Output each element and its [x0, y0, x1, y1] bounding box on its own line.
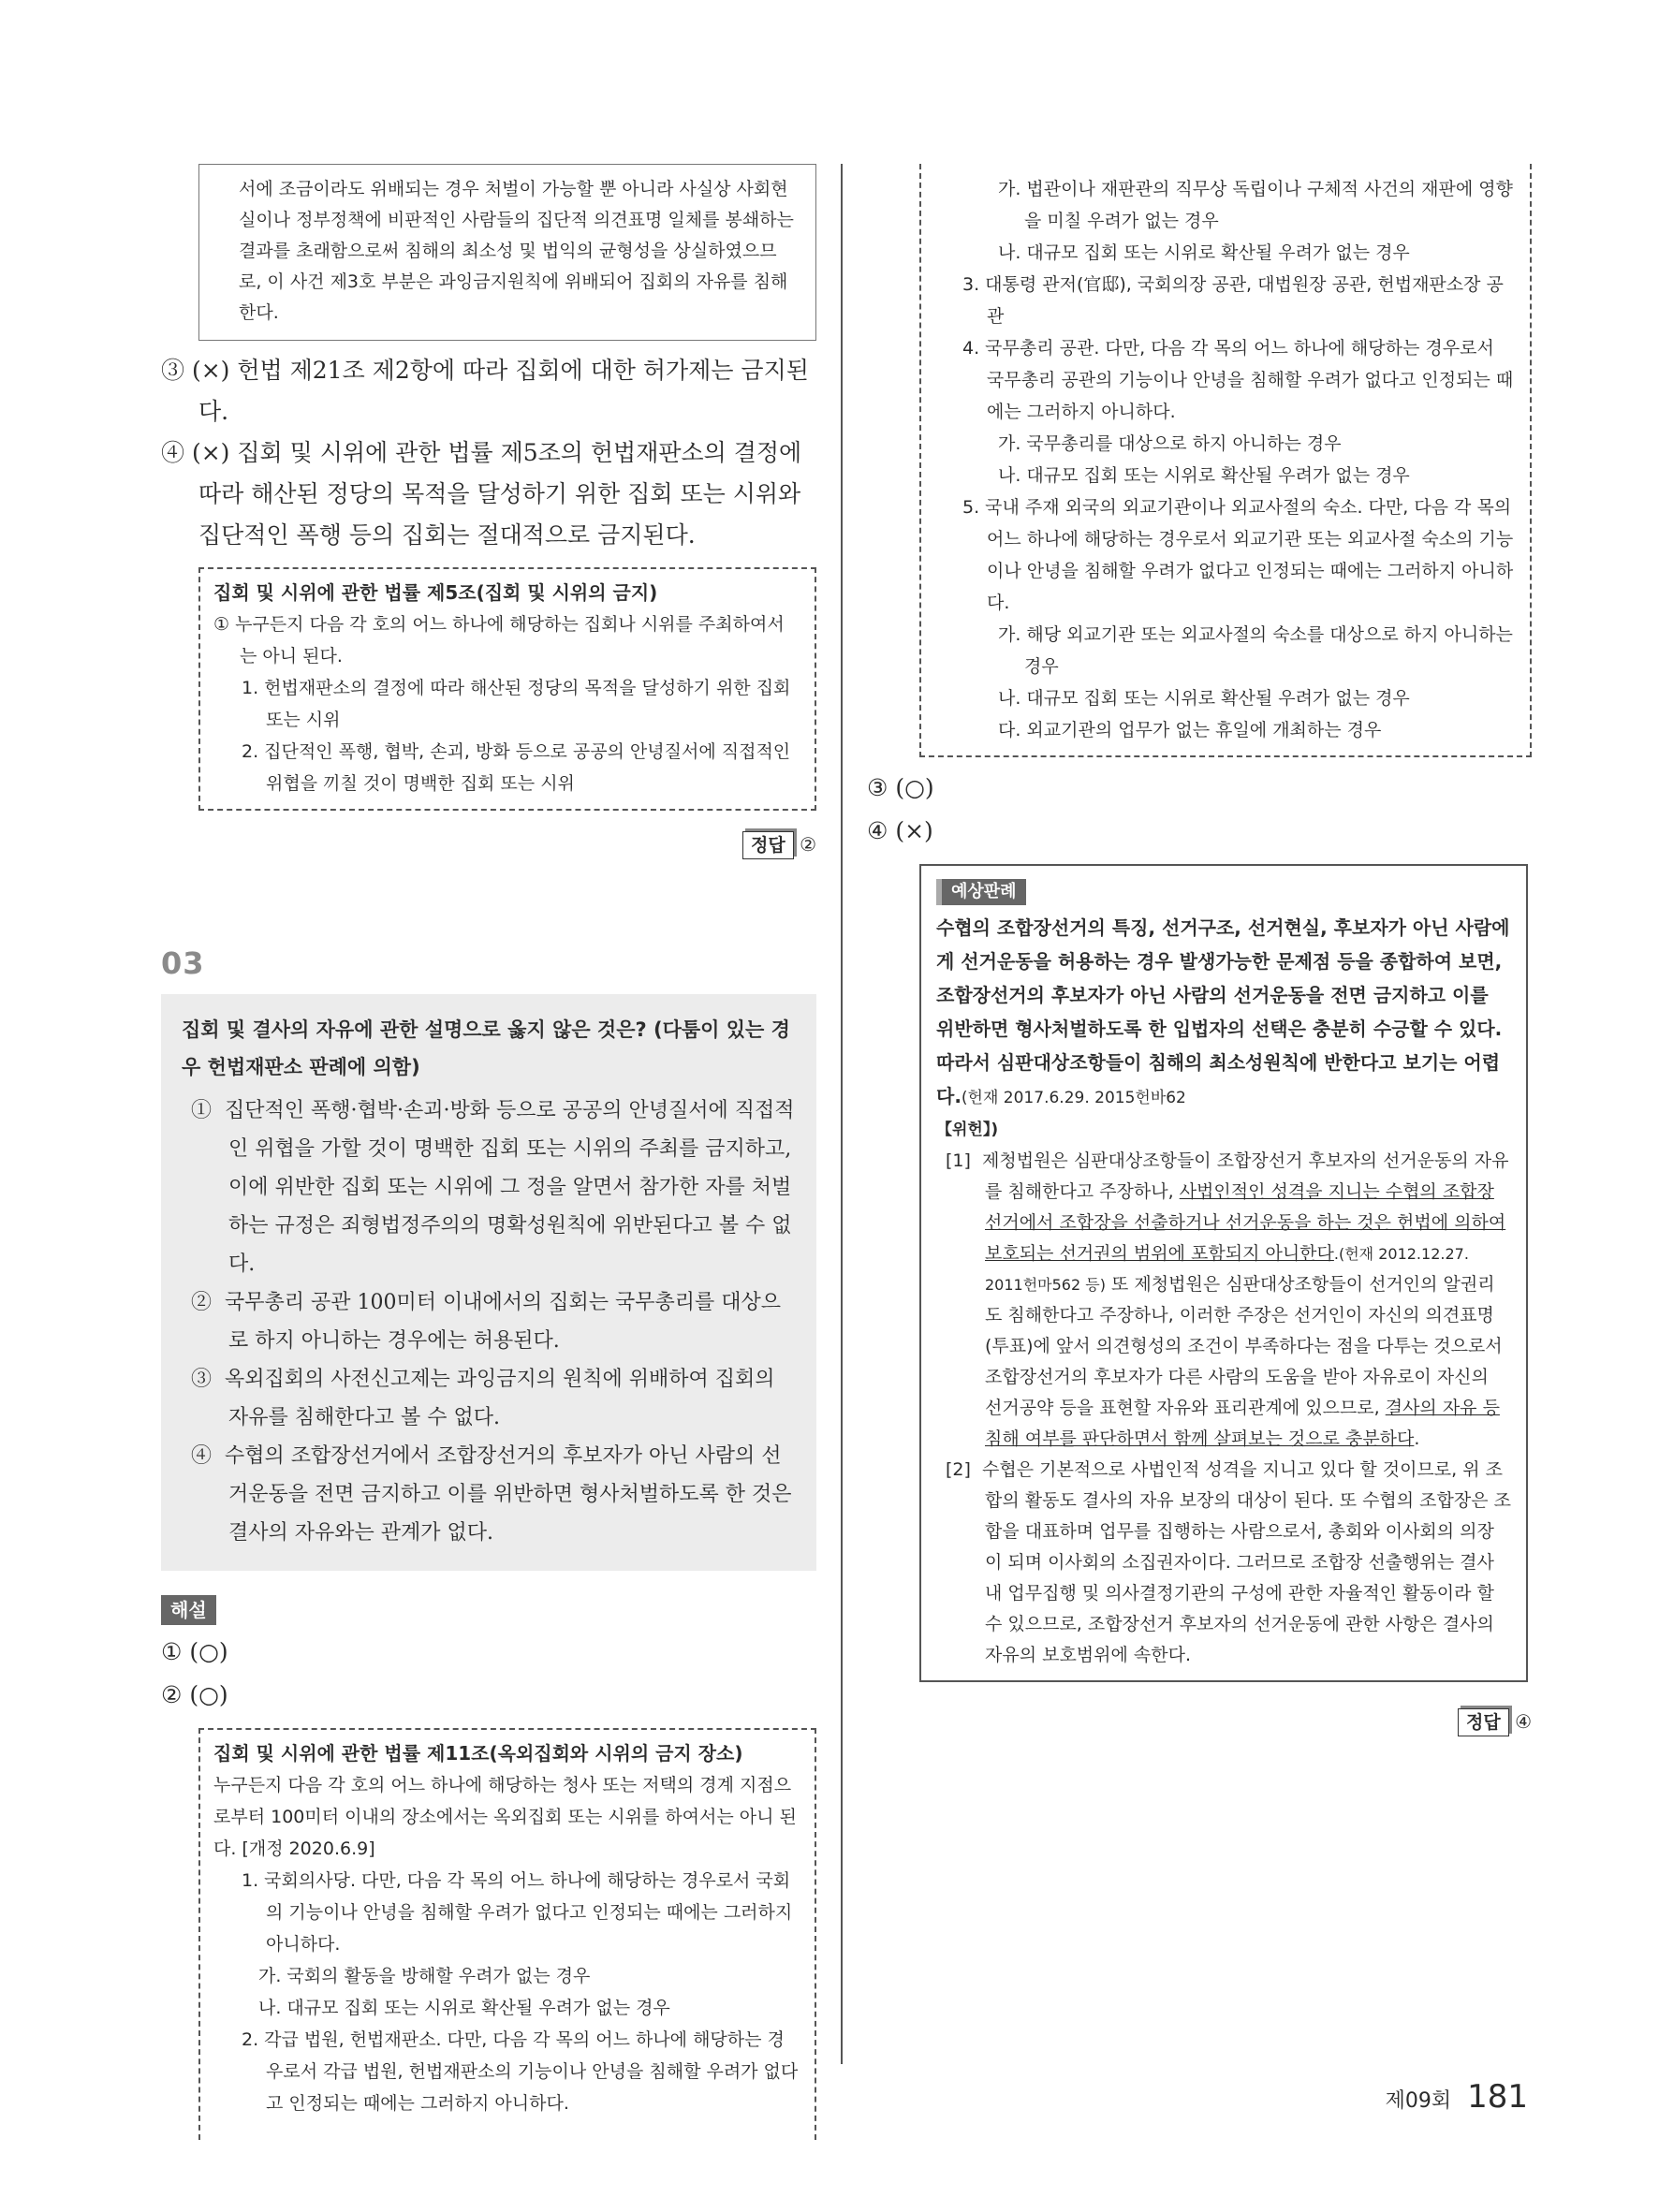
law-subitem: 나. 대규모 집회 또는 시위로 확산될 우려가 없는 경우 [998, 465, 1410, 486]
option-label: ② [191, 1291, 213, 1314]
reason-label: [1] [946, 1150, 971, 1171]
page-footer [1386, 2078, 1528, 2116]
column-divider [841, 164, 843, 2064]
option-text: (×) 헌법 제21조 제2항에 따라 집회에 대한 허가제는 금지된다. [191, 357, 809, 425]
law-title: 집회 및 시위에 관한 법률 제11조(옥외집회와 시위의 금지 장소) [213, 1742, 743, 1765]
answer-value: ④ [1515, 1710, 1532, 1733]
precedent-citation: (헌재 2017.6.29. 2015헌바62 [961, 1089, 1186, 1107]
option-text: 집단적인 폭행·협박·손괴·방화 등으로 공공의 안녕질서에 직접적인 위협을 가할 것이 명백한 집회 또는 시위의 주최를 금지하고, 이에 위반한 집회 또는 시위에 그 정을 알면서 참가한 자를 처벌하는 규정은 죄형법정주의의 명확성원칙에 위반된다고 볼 수 없다. [225, 1099, 795, 1276]
law-subitem: 가. 해당 외교기관 또는 외교사절의 숙소를 대상으로 하지 아니하는 경우 [998, 624, 1513, 677]
right-column [867, 164, 1532, 1736]
explanation-answer-3: ③ (○) [867, 774, 934, 801]
option-label: ④ [161, 439, 185, 466]
reason-underlined-text: 사법인적인 성격을 지니는 수협의 조합장선거에서 조합장을 선출하거나 선거운동을 하는 것은 헌법에 의하여 보호되는 선거권의 범위에 포함되지 아니한다 [985, 1181, 1506, 1264]
law-title: 집회 및 시위에 관한 법률 제5조(집회 및 시위의 금지) [213, 581, 658, 604]
explanation-heading: 해설 [161, 1595, 216, 1625]
precedent-excerpt-box [198, 164, 816, 341]
law-subitem: 가. 국무총리를 대상으로 하지 아니하는 경우 [998, 433, 1342, 454]
law-subitem: 나. 대규모 집회 또는 시위로 확산될 우려가 없는 경우 [258, 1998, 670, 2018]
law-item: 2. 집단적인 폭행, 협박, 손괴, 방화 등으로 공공의 안녕질서에 직접적인 위협을 끼칠 것이 명백한 집회 또는 시위 [242, 741, 791, 794]
question-option-1 [182, 1091, 796, 1283]
question-stem: 집회 및 결사의 자유에 관한 설명으로 옳지 않은 것은? (다툼이 있는 경우 헌법재판소 판례에 의함) [182, 1018, 790, 1078]
option-text: (×) 집회 및 시위에 관한 법률 제5조의 헌법재판소의 결정에 따라 해산된 정당의 목적을 달성하기 위한 집회 또는 시위와 집단적인 폭행 등의 집회는 절대적으로 금지된다. [191, 439, 802, 549]
answer-line [867, 1708, 1532, 1736]
explanation-answer-1: ① (○) [161, 1638, 228, 1665]
law-article-11-continued-box [919, 164, 1532, 757]
option-text: 수협의 조합장선거에서 조합장선거의 후보자가 아닌 사람의 선거운동을 전면 금지하고 이를 위반하면 형사처벌하도록 한 것은 결사의 자유와는 관계가 없다. [225, 1444, 792, 1545]
law-subitem: 가. 국회의 활동을 방해할 우려가 없는 경우 [258, 1966, 591, 1986]
explanation-option-4 [161, 432, 816, 556]
explanation-answer-4: ④ (×) [867, 817, 933, 844]
reason-underlined-text: 결사의 자유 등 침해 여부를 판단하면서 함께 살펴보는 것으로 충분하다 [985, 1398, 1500, 1449]
left-column [161, 164, 816, 2140]
expected-precedent-heading: 예상판례 [942, 879, 1026, 905]
law-subitem: 가. 법관이나 재판관의 직무상 독립이나 구체적 사건의 재판에 영향을 미칠 우려가 없는 경우 [998, 179, 1513, 231]
option-label: ③ [191, 1368, 213, 1391]
explanation-option-3 [161, 350, 816, 432]
page-number: 181 [1467, 2078, 1528, 2116]
law-intro: 누구든지 다음 각 호의 어느 하나에 해당하는 청사 또는 저택의 경계 지점으로부터 100미터 이내의 장소에서는 옥외집회 또는 시위를 하여서는 아니 된다. [개정 2020.6.9] [213, 1775, 797, 1859]
reason-text: 수협은 기본적으로 사법인적 성격을 지니고 있다 할 것이므로, 위 조합의 활동도 결사의 자유 보장의 대상이 된다. 또 수협의 조합장은 조합을 대표하며 업무를 집행하는 사람으로서, 총회와 이사회의 의장이 되며 이사회의 소집권자이다. 그러므로 조합장 선출행위는 결사 내 업무집행 및 의사결정기관의 구성에 관한 자율적인 활동이라 할 수 있으므로, 조합장선거 후보자의 선거운동에 관한 사항은 결사의 자유의 보호범위에 속한다. [982, 1459, 1511, 1665]
law-item: 2. 각급 법원, 헌법재판소. 다만, 다음 각 목의 어느 하나에 해당하는 경우로서 각급 법원, 헌법재판소의 기능이나 안녕을 침해할 우려가 없다고 인정되는 때에는 그러하지 아니하다. [242, 2029, 799, 2114]
law-article-5-box [198, 567, 816, 811]
precedent-summary [936, 911, 1511, 1115]
question-number: 03 [161, 945, 205, 981]
answer-value: ② [800, 833, 816, 856]
law-item: 4. 국무총리 공관. 다만, 다음 각 목의 어느 하나에 해당하는 경우로서 국무총리 공관의 기능이나 안녕을 침해할 우려가 없다고 인정되는 때에는 그러하지 아니하다. [962, 338, 1514, 422]
answer-line [161, 831, 816, 859]
law-subitem: 나. 대규모 집회 또는 시위로 확산될 우려가 없는 경우 [998, 242, 1410, 263]
precedent-reason-2 [936, 1455, 1511, 1671]
option-text: 옥외집회의 사전신고제는 과잉금지의 원칙에 위배하여 집회의 자유를 침해한다고 볼 수 없다. [225, 1368, 775, 1429]
reason-label: [2] [946, 1459, 971, 1480]
law-subitem: 나. 대규모 집회 또는 시위로 확산될 우려가 없는 경우 [998, 688, 1410, 709]
law-article-11-box [198, 1728, 816, 2140]
reason-text: 제청법원은 심판대상조항들이 조합장선거 후보자의 선거운동의 자유를 침해한다고 주장하나, [982, 1150, 1509, 1202]
answer-badge: 정답 [742, 831, 794, 859]
law-item: 1. 헌법재판소의 결정에 따라 해산된 정당의 목적을 달성하기 위한 집회 또는 시위 [242, 678, 791, 730]
expected-precedent-box [919, 864, 1528, 1682]
law-item: 5. 국내 주재 외국의 외교기관이나 외교사절의 숙소. 다만, 다음 각 목의 어느 하나에 해당하는 경우로서 외교기관 또는 외교사절 숙소의 기능이나 안녕을 침해할 우려가 없다고 인정되는 때에는 그러하지 아니하다. [962, 497, 1514, 613]
answer-badge: 정답 [1458, 1708, 1509, 1736]
option-label: ③ [161, 357, 185, 384]
law-subitem: 다. 외교기관의 업무가 없는 휴일에 개최하는 경우 [998, 720, 1382, 740]
law-paragraph: ① 누구든지 다음 각 호의 어느 하나에 해당하는 집회나 시위를 주최하여서는 아니 된다. [213, 614, 785, 667]
question-option-3 [182, 1360, 796, 1437]
reason-citation: .(헌재 2012.12.27. 2011헌마562 등) [985, 1245, 1469, 1294]
precedent-reason-1 [936, 1146, 1511, 1455]
question-option-2 [182, 1283, 796, 1360]
precedent-verdict: 【위헌】) [936, 1121, 999, 1139]
precedent-summary-text: 수협의 조합장선거의 특징, 선거구조, 선거현실, 후보자가 아닌 사람에게 선거운동을 허용하는 경우 발생가능한 문제점 등을 종합하여 보면, 조합장선거의 후보자가 아닌 사람의 선거운동을 전면 금지하고 이를 위반하면 형사처벌하도록 한 입법자의 선택은 충분히 수긍할 수 있다. 따라서 심판대상조항들이 침해의 최소성원칙에 반한다고 보기는 어렵다. [936, 916, 1510, 1107]
reason-text: 또 제청법원은 심판대상조항들이 선거인의 알권리도 침해한다고 주장하나, 이러한 주장은 선거인이 자신의 의견표명(투표)에 앞서 의견형성의 조건이 부족하다는 점을 다투는 것으로서 조합장선거의 후보자가 다른 사람의 도움을 받아 자유로이 자신의 선거공약 등을 표현할 자유와 표리관계에 있으므로, [985, 1274, 1503, 1418]
precedent-excerpt-text: 서에 조금이라도 위배되는 경우 처벌이 가능할 뿐 아니라 사실상 사회현실이나 정부정책에 비판적인 사람들의 집단적 의견표명 일체를 봉쇄하는 결과를 초래함으로써 침해의 최소성 및 법익의 균형성을 상실하였으므로, 이 사건 제3호 부분은 과잉금지원칙에 위배되어 집회의 자유를 침해한다. [239, 179, 794, 323]
option-label: ④ [191, 1444, 213, 1468]
explanation-answer-2: ② (○) [161, 1681, 228, 1708]
section-label: 제09회 [1385, 2089, 1452, 2113]
option-label: ① [191, 1099, 213, 1122]
reason-end: . [1414, 1428, 1420, 1449]
question-box [161, 994, 816, 1571]
law-item: 1. 국회의사당. 다만, 다음 각 목의 어느 하나에 해당하는 경우로서 국회의 기능이나 안녕을 침해할 우려가 없다고 인정되는 때에는 그러하지 아니하다. [242, 1870, 793, 1955]
law-item: 3. 대통령 관저(官邸), 국회의장 공관, 대법원장 공관, 헌법재판소장 공관 [962, 274, 1504, 327]
question-option-4 [182, 1437, 796, 1552]
option-text: 국무총리 공관 100미터 이내에서의 집회는 국무총리를 대상으로 하지 아니하는 경우에는 허용된다. [225, 1291, 782, 1353]
